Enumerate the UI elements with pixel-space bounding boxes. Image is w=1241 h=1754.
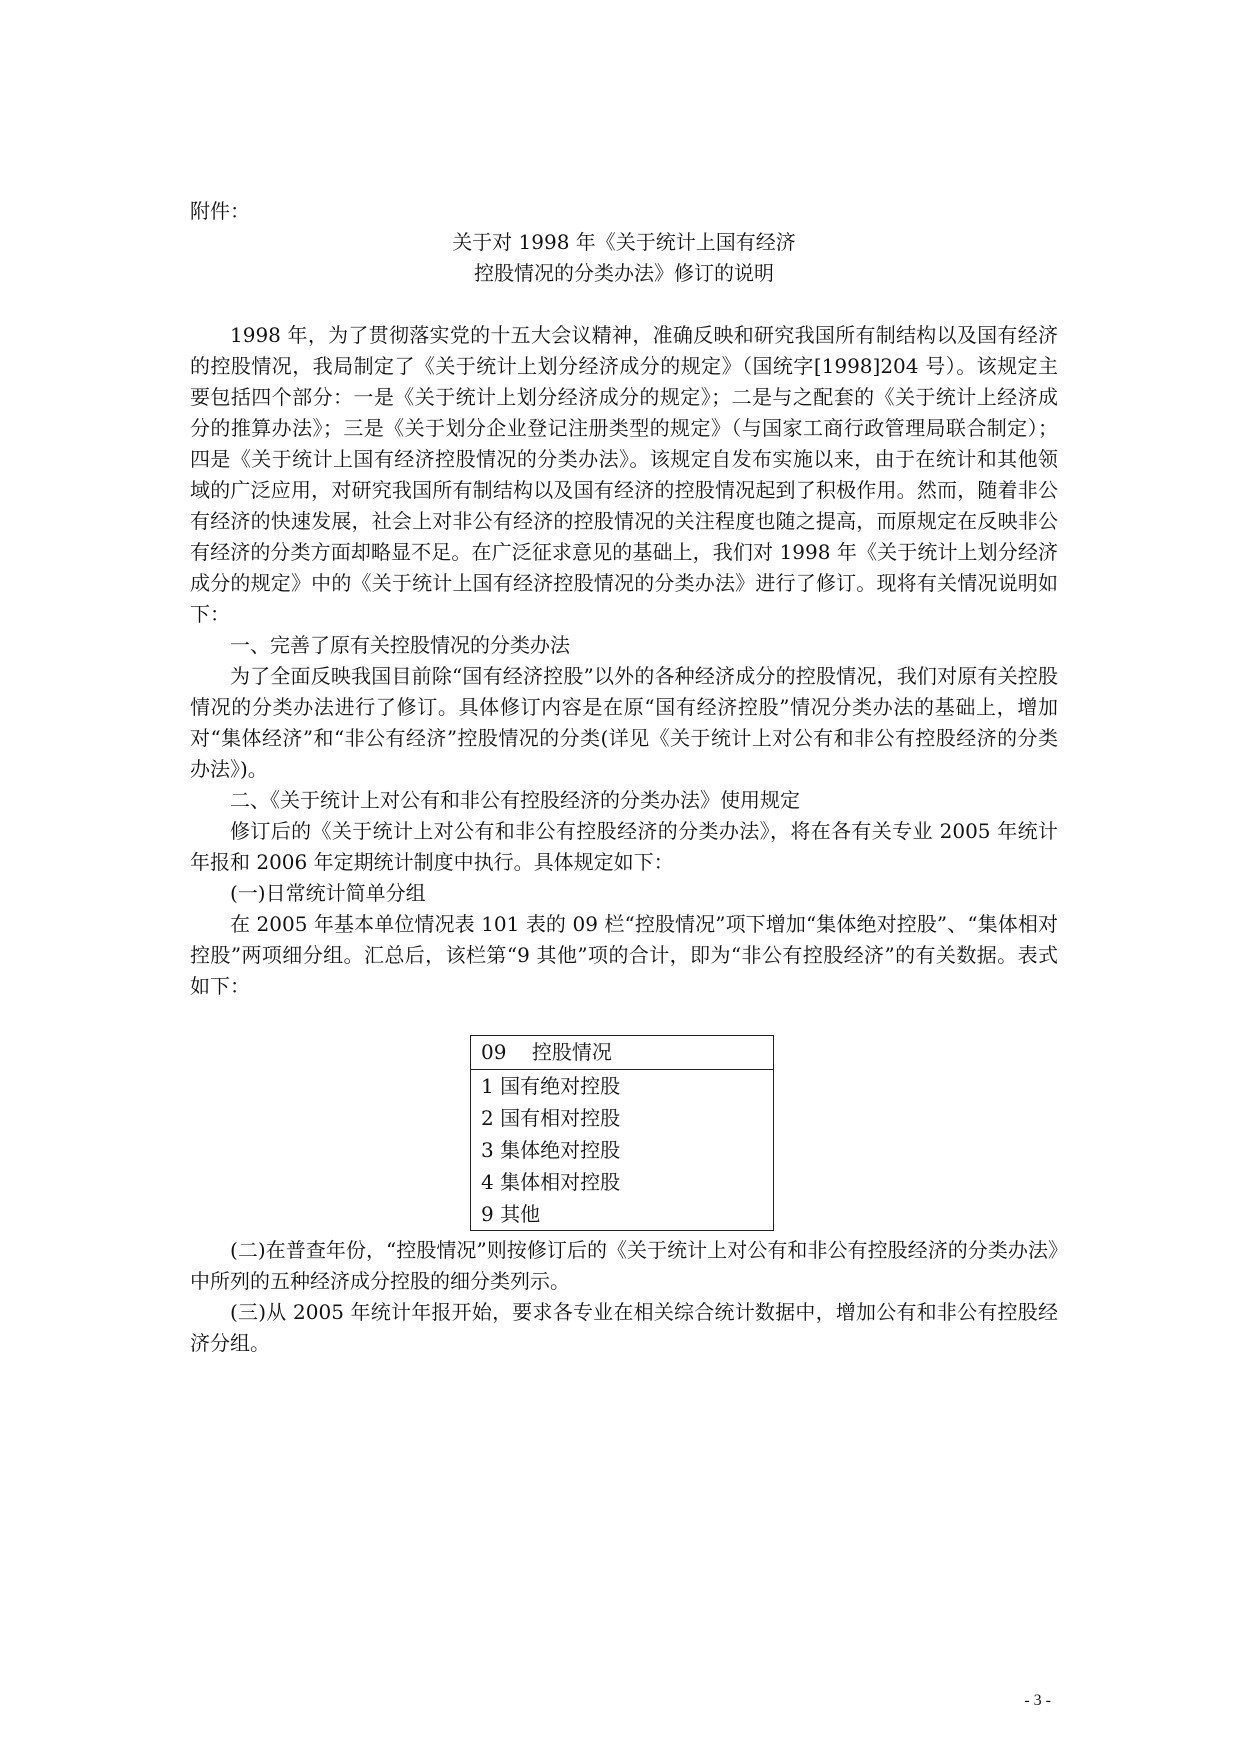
table-row: 4 集体相对控股 [481, 1170, 621, 1194]
intro-paragraph: 1998 年，为了贯彻落实党的十五大会议精神，准确反映和研究我国所有制结构以及国有经济的控股情况，我局制定了《关于统计上划分经济成分的规定》（国统字[1998]204 号）。该规定主要包括四个部分：一是《关于统计上划分经济成分的规定》；二是与之配套的《关于统计上经济成分的推算办法》；三是《关于划分企业登记注册类型的规定》（与国家工商行政管理局联合制定）；四是《关于统计上国有经济控股情况的分类办法》。该规定自发布实施以来，由于在统计和其他领域的广泛应用，对研究我国所有制结构以及国有经济的控股情况起到了积极作用。然而，随着非公有经济的快速发展，社会上对非公有经济的控股情况的关注程度也随之提高，而原规定在反映非公有经济的分类方面却略显不足。在广泛征求意见的基础上，我们对 1998 年《关于统计上划分经济成分的规定》中的《关于统计上国有经济控股情况的分类办法》进行了修订。现将有关情况说明如下： [190, 323, 1058, 626]
holding-status-table [470, 1035, 774, 1231]
document-body [190, 196, 1058, 1359]
section-1-heading: 一、完善了原有关控股情况的分类办法 [230, 633, 570, 657]
page-number: - 3 - [1024, 1692, 1051, 1709]
subsection-3-paragraph: (三)从 2005 年统计年报开始，要求各专业在相关综合统计数据中，增加公有和非公有控股经济分组。 [190, 1300, 1058, 1355]
attachment-label: 附件： [190, 199, 250, 223]
title-line-2: 控股情况的分类办法》修订的说明 [474, 261, 774, 285]
table-row: 1 国有绝对控股 [481, 1074, 621, 1098]
subsection-2-paragraph: (二)在普查年份，“控股情况”则按修订后的《关于统计上对公有和非公有控股经济的分类办法》中所列的五种经济成分控股的细分类列示。 [190, 1238, 1058, 1293]
section-2-paragraph: 修订后的《关于统计上对公有和非公有控股经济的分类办法》，将在各有关专业 2005 年统计年报和 2006 年定期统计制度中执行。具体规定如下： [190, 819, 1058, 874]
table-row: 9 其他 [481, 1202, 541, 1226]
table-row: 2 国有相对控股 [481, 1106, 621, 1130]
section-1-paragraph: 为了全面反映我国目前除“国有经济控股”以外的各种经济成分的控股情况，我们对原有关控股情况的分类办法进行了修订。具体修订内容是在原“国有经济控股”情况分类办法的基础上，增加对“集体经济”和“非公有经济”控股情况的分类(详见《关于统计上对公有和非公有控股经济的分类办法》)。 [190, 664, 1058, 781]
subsection-1-paragraph: 在 2005 年基本单位情况表 101 表的 09 栏“控股情况”项下增加“集体绝对控股”、“集体相对控股”两项细分组。汇总后，该栏第“9 其他”项的合计，即为“非公有控股经济”的有关数据。表式如下： [190, 912, 1058, 998]
table-row: 3 集体绝对控股 [481, 1138, 621, 1162]
table-wrapper [190, 1035, 1058, 1231]
table-header: 09 控股情况 [471, 1036, 773, 1070]
section-2-heading: 二、《关于统计上对公有和非公有控股经济的分类办法》使用规定 [230, 788, 800, 812]
document-title [190, 227, 1058, 289]
title-line-1: 关于对 1998 年《关于统计上国有经济 [452, 230, 796, 254]
subsection-1-heading: (一)日常统计简单分组 [230, 881, 426, 905]
